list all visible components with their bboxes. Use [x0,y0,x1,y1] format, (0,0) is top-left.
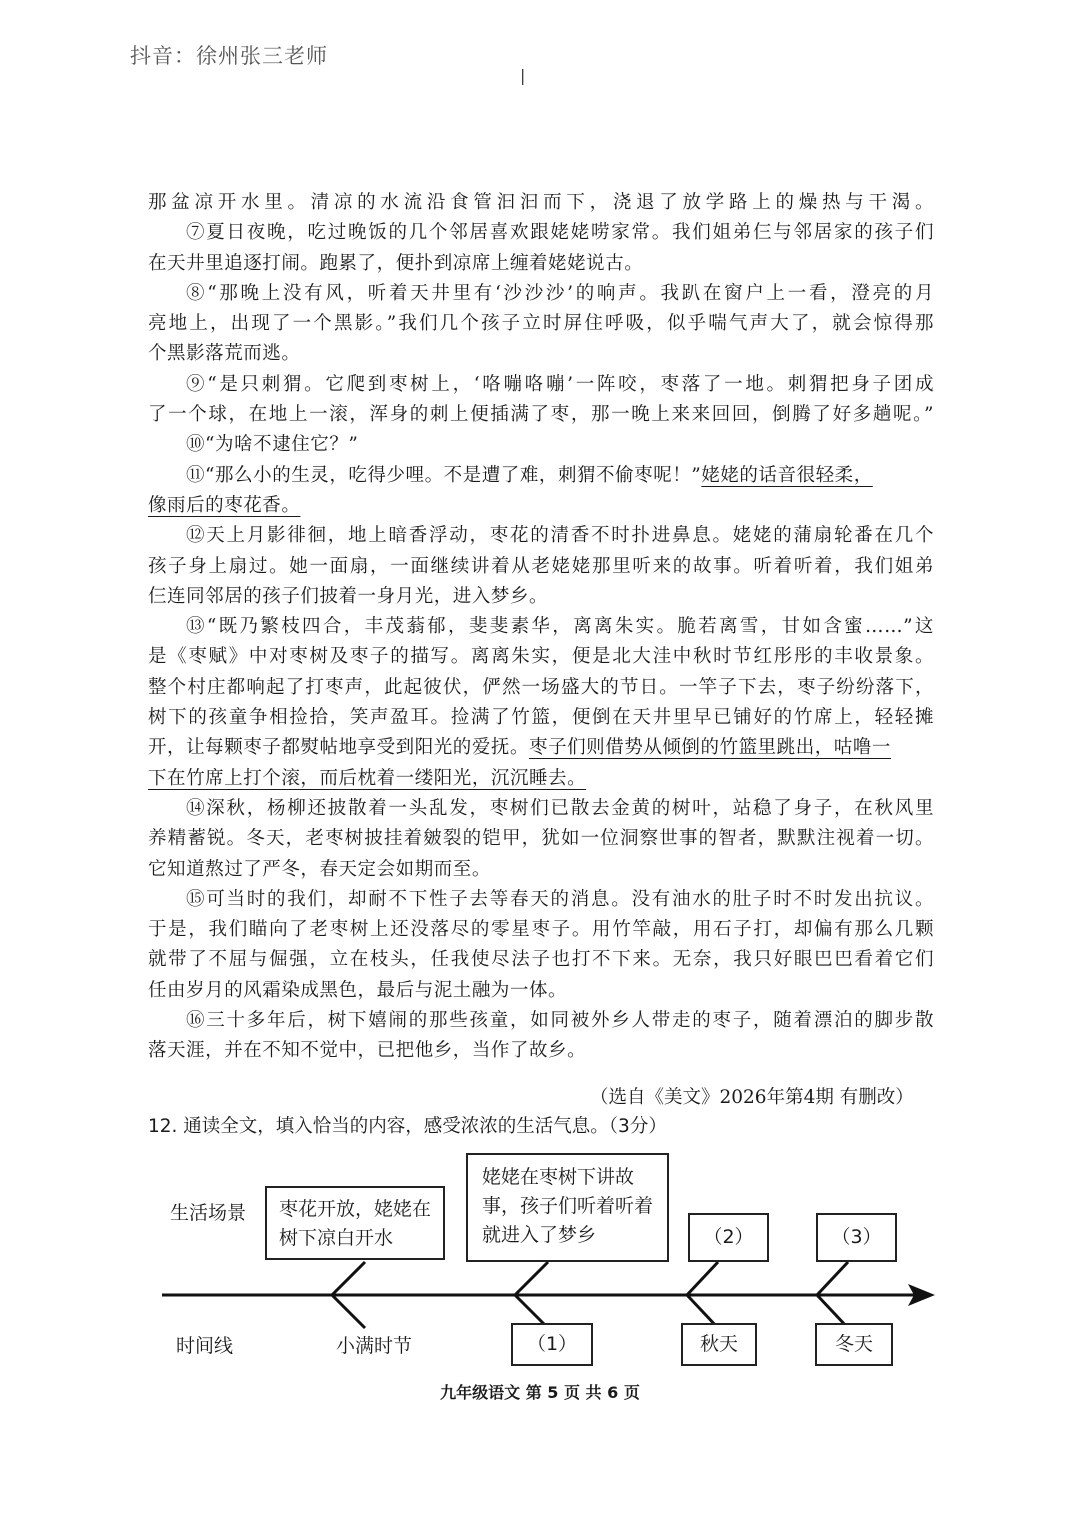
question-12: 12. 通读全文，填入恰当的内容，感受浓浓的生活气息。（3分） [148,1116,667,1137]
text-line: 孩子身上扇过。她一面扇，一面继续讲着从老姥姥那里听来的故事。听着听着，我们姐弟 [148,555,934,577]
text-line: 整个村庄都响起了打枣声，此起彼伏，俨然一场盛大的节日。一竿子下去，枣子纷纷落下， [148,676,934,698]
timeline-arrowhead [908,1284,935,1306]
branch-3 [687,1262,718,1328]
scene-box-2 [466,1153,669,1262]
text-line: 任由岁月的风霜染成黑色，最后与泥土融为一体。 [148,979,568,1001]
blank-box-3 [816,1213,897,1262]
text-line: ⑦夏日夜晚，吃过晚饭的几个邻居喜欢跟姥姥唠家常。我们姐弟仨与邻居家的孩子们 [186,222,934,244]
scene-box-1 [265,1186,445,1260]
text-line: ⑩“为啥不逮住它？” [186,434,359,456]
watermark: 抖音：徐州张三老师 [130,44,328,68]
text-line: ⑯三十多年后，树下嬉闹的那些孩童，如同被外乡人带走的枣子，随着漂泊的脚步散 [186,1010,934,1032]
underlined-sentence: 枣子们则借势从倾倒的竹篮里跳出，咕噜一 [529,737,891,759]
text-line: 了一个球，在地上一滚，浑身的刺上便插满了枣，那一晚上来来回回，倒腾了好多趟呢。” [148,404,934,426]
text-line: ⑭深秋，杨柳还披散着一头乱发，枣树们已散去金黄的树叶，站稳了身子，在秋风里 [186,797,934,819]
text-line [148,733,934,763]
text-line [148,461,934,491]
time-xiaoman: 小满时节 [336,1335,413,1357]
time-box-winter [815,1323,893,1366]
text-line: 是《枣赋》中对枣树及枣子的描写。离离朱实，便是北大洼中秋时节红彤彤的丰收景象。 [148,646,934,668]
text-line: 养精蓄锐。冬天，老枣树披挂着皴裂的铠甲，犹如一位洞察世事的智者，默默注视着一切。 [148,828,934,850]
top-mark: | [520,66,526,85]
blank-box-2 [688,1213,769,1262]
text-line: ⑧“那晚上没有风，听着天井里有‘沙沙沙’的响声。我趴在窗户上一看，澄亮的月 [186,282,934,304]
text-line: 就带了不屈与倔强，立在枝头，任我使尽法子也打不下来。无奈，我只好眼巴巴看着它们 [148,949,934,971]
text-line: ⑬“既乃繁枝四合，丰茂蓊郁，斐斐素华，离离朱实。脆若离雪，甘如含蜜……”这 [186,616,934,638]
text-line: 树下的孩童争相捡拾，笑声盈耳。捡满了竹篮，便倒在天井里早已铺好的竹席上，轻轻摊 [148,707,934,729]
underlined-sentence: 像雨后的枣花香。 [148,494,301,516]
text-line: 它知道熬过了严冬，春天定会如期而至。 [148,858,491,880]
underlined-sentence: 下在竹席上打个滚，而后枕着一缕阳光，沉沉睡去。 [148,767,587,789]
source-citation: （选自《美文》2026年第4期 有删改） [590,1087,914,1108]
text-line: 在天井里追逐打闹。跑累了，便扑到凉席上缠着姥姥说古。 [148,252,644,274]
text-segment: 开，让每颗枣子都熨帖地享受到阳光的爱抚。 [148,737,530,759]
text-line: ⑨“是只刺猬。它爬到枣树上，‘咯嘣咯嘣’一阵咬，枣落了一地。刺猬把身子团成 [186,373,934,395]
time-winter-text: 冬天 [834,1333,873,1355]
blank-3-text: （3） [831,1226,882,1248]
text-line [148,491,934,521]
text-line: 落天涯，并在不知不觉中，已把他乡，当作了故乡。 [148,1040,587,1062]
text-line: 于是，我们瞄向了老枣树上还没落尽的零星枣子。用竹竿敲，用石子打，却偏有那么几颗 [148,919,934,941]
blank-box-1 [511,1323,593,1366]
text-line: ⑮可当时的我们，却耐不下性子去等春天的消息。没有油水的肚子时不时发出抗议。 [186,888,934,910]
label-time: 时间线 [176,1335,234,1357]
scene-2-text: 姥姥在枣树下讲故事，孩子们听着听着就进入了梦乡 [482,1166,654,1246]
time-autumn-text: 秋天 [699,1333,738,1355]
text-line: ⑫天上月影徘徊，地上暗香浮动，枣花的清香不时扑进鼻息。姥姥的蒲扇轮番在几个 [186,525,934,547]
time-box-autumn [681,1323,757,1366]
underlined-sentence: 姥姥的话音很轻柔， [701,464,873,486]
scene-1-text: 枣花开放，姥姥在树下凉白开水 [279,1198,432,1249]
blank-1-text: （1） [526,1333,578,1355]
article-body [148,188,934,1067]
blank-2-text: （2） [703,1226,754,1248]
branch-2 [515,1262,548,1328]
text-line: 亮地上，出现了一个黑影。”我们几个孩子立时屏住呼吸，似乎喘气声大了，就会惊得那 [148,313,934,335]
branch-4 [817,1262,848,1328]
text-line: 那盆凉开水里。清凉的水流沿食管汩汩而下，浇退了放学路上的燥热与干渴。 [148,192,934,213]
text-segment: ⑪“那么小的生灵，吃得少哩。不是遭了难，刺猬不偷枣呢！” [186,464,702,486]
text-line: 仨连同邻居的孩子们披着一身月光，进入梦乡。 [148,585,549,607]
branch-1 [332,1262,365,1328]
page-footer: 九年级语文 第 5 页 共 6 页 [440,1383,640,1402]
label-scene: 生活场景 [170,1202,247,1224]
text-line [148,764,934,794]
text-line: 个黑影落荒而逃。 [148,343,301,365]
